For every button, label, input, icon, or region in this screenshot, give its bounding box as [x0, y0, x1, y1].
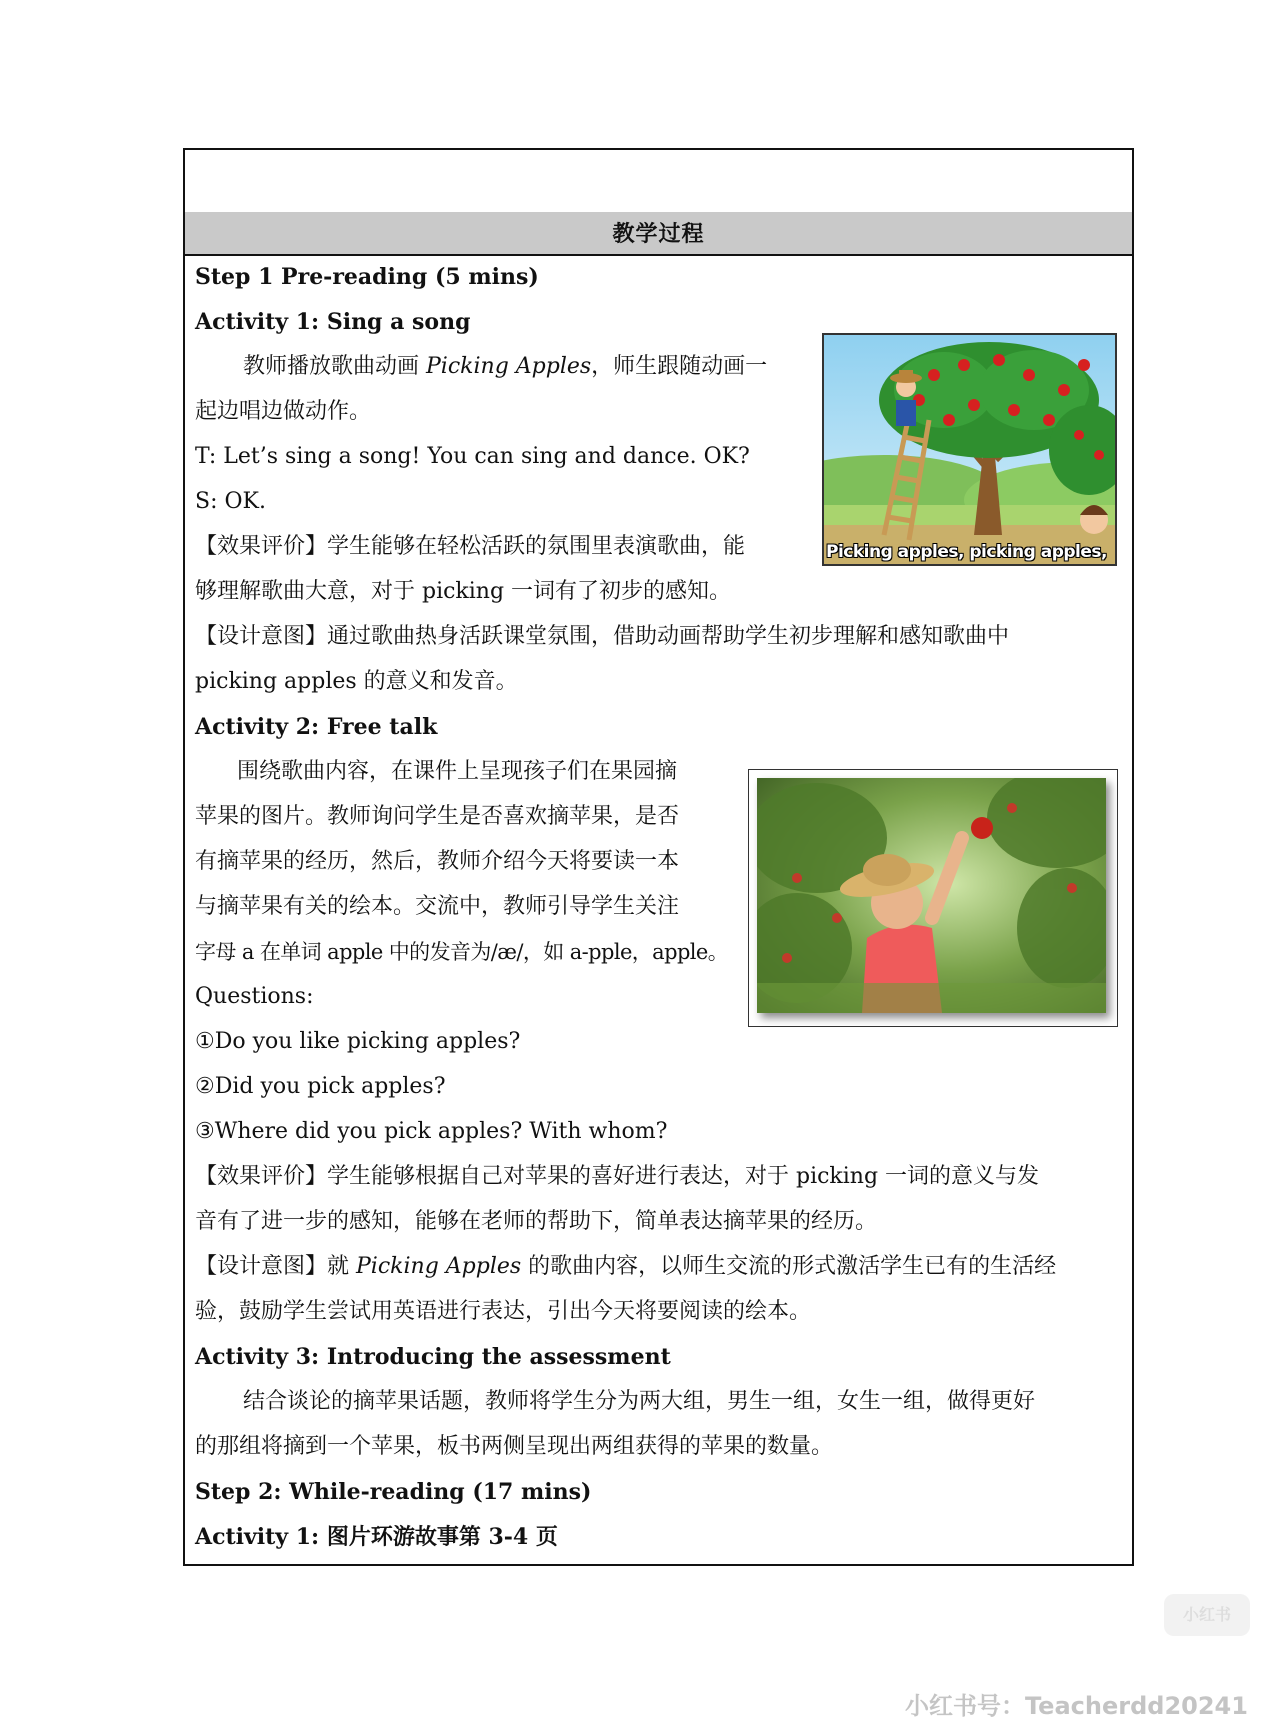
activity2-paragraph-line2: 苹果的图片。教师询问学生是否喜欢摘苹果，是否: [195, 804, 680, 829]
activity1-paragraph-line1: [195, 352, 767, 382]
activity2-evaluation-line1: 【效果评价】学生能够根据自己对苹果的喜好进行表达，对于 picking 一词的意义与发: [195, 1164, 1040, 1189]
lesson-plan-table: [183, 148, 1134, 1566]
cartoon-apple-picking-image: [822, 333, 1117, 566]
activity2-paragraph-line3: 有摘苹果的经历，然后，教师介绍今天将要读一本: [195, 849, 680, 874]
image-caption: Picking apples, picking apples,: [826, 542, 1107, 562]
questions-label: Questions:: [195, 984, 314, 1009]
question-1: ①Do you like picking apples?: [195, 1029, 521, 1054]
section-header: 教学过程: [185, 212, 1132, 256]
activity1-evaluation-line2: 够理解歌曲大意，对于 picking 一词有了初步的感知。: [195, 579, 732, 604]
step2-heading: Step 2: While-reading (17 mins): [195, 1479, 592, 1505]
text-segment: 的歌曲内容，以师生交流的形式激活学生已有的生活经: [521, 1254, 1057, 1279]
activity2-paragraph-line5: 字母 a 在单词 apple 中的发音为/æ/，如 a-pple，apple。: [195, 940, 729, 964]
activity1-design-line2: picking apples 的意义和发音。: [195, 669, 518, 694]
step1-heading: Step 1 Pre-reading (5 mins): [195, 264, 539, 290]
activity3-title: Activity 3: Introducing the assessment: [195, 1344, 671, 1370]
question-2: ②Did you pick apples?: [195, 1074, 446, 1099]
activity2-design-line2: 验，鼓励学生尝试用英语进行表达，引出今天将要阅读的绘本。: [195, 1299, 812, 1324]
activity1-paragraph-line2: 起边唱边做动作。: [195, 399, 372, 424]
boy-picking-apple-photo: [757, 778, 1106, 1013]
orchard-photo-illustration: [757, 778, 1106, 1013]
activity2-paragraph-line1: 围绕歌曲内容，在课件上呈现孩子们在果园摘: [237, 759, 678, 784]
teacher-line: T: Let’s sing a song! You can sing and dance. OK?: [195, 444, 750, 469]
activity1-design-line1: 【设计意图】通过歌曲热身活跃课堂氛围，借助动画帮助学生初步理解和感知歌曲中: [195, 624, 1010, 649]
step2-activity1-title: Activity 1: 图片环游故事第 3-4 页: [195, 1524, 558, 1550]
text-segment: ，师生跟随动画一: [591, 354, 768, 379]
song-title-italic: Picking Apples: [356, 1254, 522, 1279]
blank-top-row: [185, 150, 1132, 214]
activity2-paragraph-line4: 与摘苹果有关的绘本。交流中，教师引导学生关注: [195, 894, 680, 919]
text-segment: 教师播放歌曲动画: [243, 354, 426, 379]
question-3: ③Where did you pick apples? With whom?: [195, 1119, 668, 1144]
activity3-paragraph-line1: 结合谈论的摘苹果话题，教师将学生分为两大组，男生一组，女生一组，做得更好: [243, 1389, 1036, 1414]
activity2-evaluation-line2: 音有了进一步的感知，能够在老师的帮助下，简单表达摘苹果的经历。: [195, 1209, 878, 1234]
activity3-paragraph-line2: 的那组将摘到一个苹果，板书两侧呈现出两组获得的苹果的数量。: [195, 1434, 834, 1459]
watermark-logo: 小红书: [1164, 1594, 1250, 1636]
activity2-design-line1: [195, 1252, 1056, 1282]
song-title-italic: Picking Apples: [426, 354, 592, 379]
text-segment: 【设计意图】就: [195, 1254, 356, 1279]
student-line: S: OK.: [195, 489, 266, 514]
watermark-text: 小红书号：Teacherdd20241: [905, 1692, 1248, 1720]
activity1-title: Activity 1: Sing a song: [195, 309, 471, 335]
cartoon-scene-illustration: [824, 335, 1115, 564]
activity2-title: Activity 2: Free talk: [195, 714, 438, 740]
photo-frame: [748, 769, 1118, 1027]
activity1-evaluation-line1: 【效果评价】学生能够在轻松活跃的氛围里表演歌曲，能: [195, 534, 746, 559]
